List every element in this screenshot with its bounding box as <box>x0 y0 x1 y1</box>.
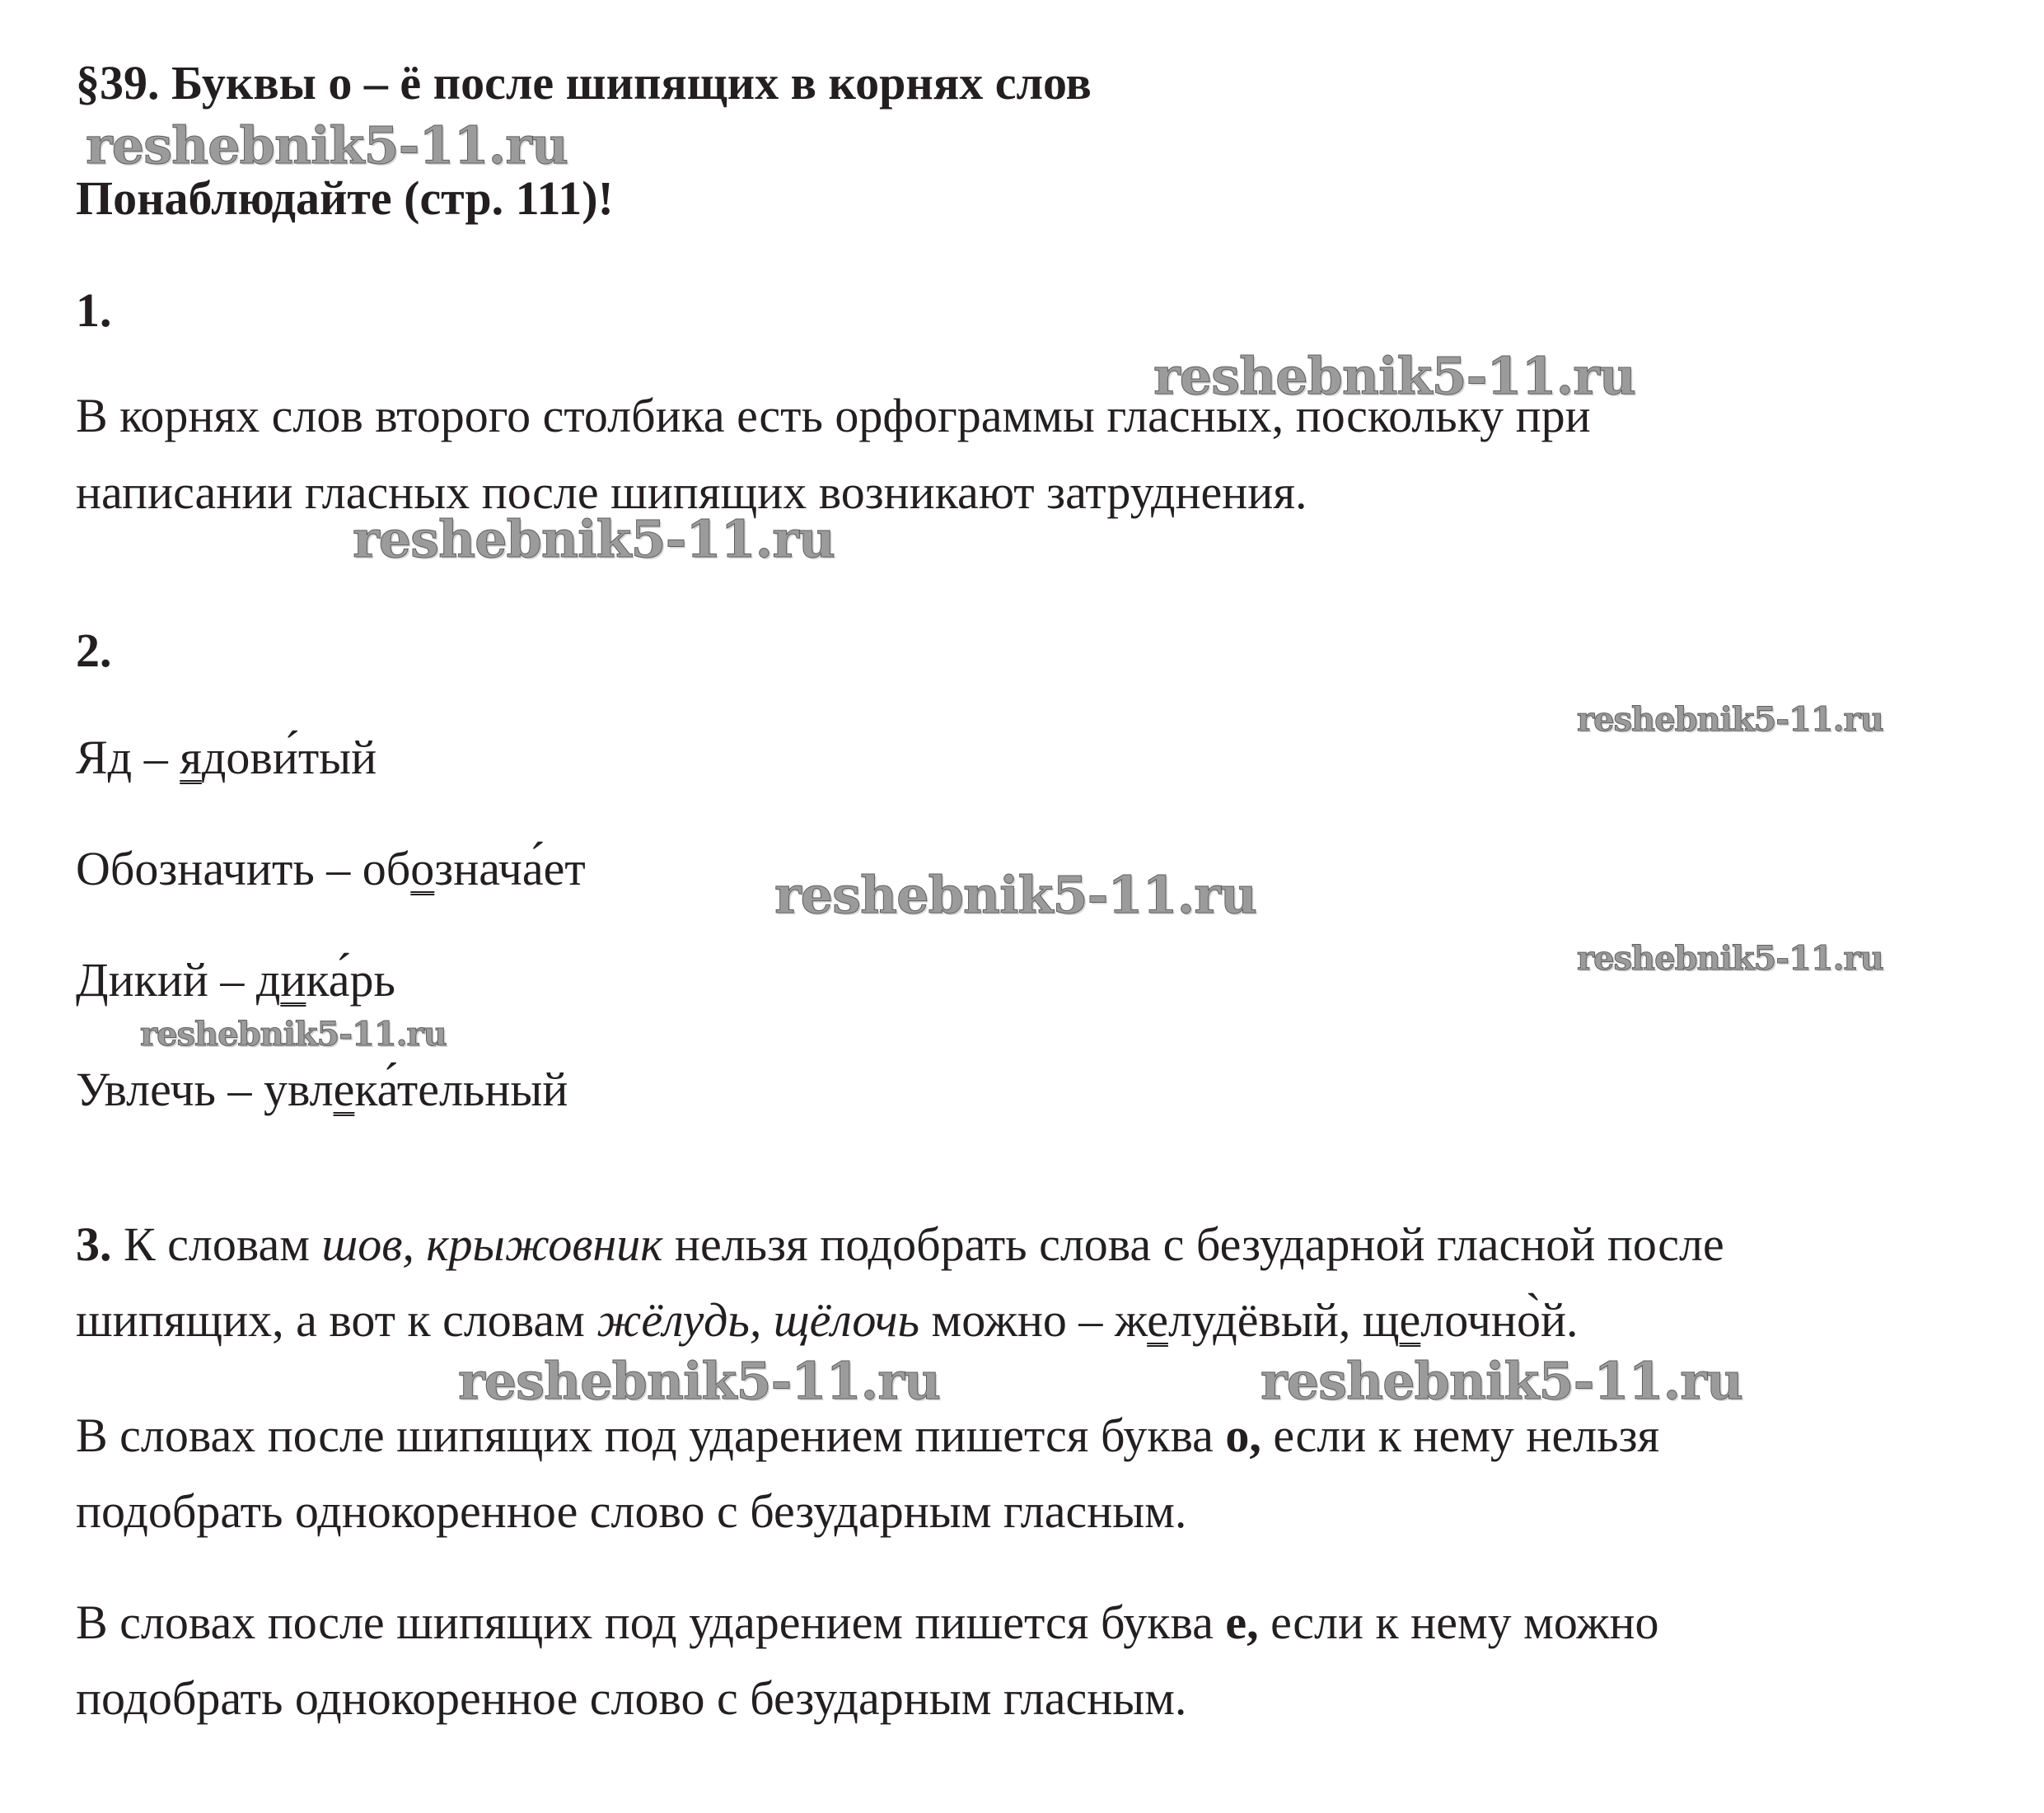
section-3-paragraph-line-2: шипящих, а вот к словам жёлудь, щёлочь можно – желудёвый, щелочно̀й. <box>76 1293 1579 1347</box>
vowel-mark: е <box>333 1063 355 1116</box>
rule-2-line-2: подобрать однокоренное слово с безударным гласным. <box>76 1671 1187 1725</box>
watermark: reshebnik5-11.ru <box>1577 700 1883 739</box>
watermark: reshebnik5-11.ru <box>774 865 1256 925</box>
watermark: reshebnik5-11.ru <box>1261 1351 1742 1411</box>
watermark: reshebnik5-11.ru <box>458 1351 940 1411</box>
word-pair: Обозначить – обознача́ет <box>76 842 586 895</box>
watermark: reshebnik5-11.ru <box>1577 939 1883 978</box>
section-1-line-2: написании гласных после шипящих возникают затруднения. <box>76 465 1307 519</box>
section-3-paragraph-line-1: 3. К словам шов, крыжовник нельзя подобрать слова с безударной гласной после <box>76 1217 1724 1271</box>
vowel-mark: и <box>280 953 306 1007</box>
page-title: §39. Буквы о – ё после шипящих в корнях слов <box>76 56 1092 110</box>
word-pair: Увлечь – увлека́тельный <box>76 1063 568 1116</box>
watermark: reshebnik5-11.ru <box>353 509 835 569</box>
vowel-mark: я <box>180 731 202 784</box>
page-subtitle: Понаблюдайте (стр. 111)! <box>76 171 614 225</box>
rule-1-line-1: В словах после шипящих под ударением пишется буква о, если к нему нельзя <box>76 1409 1660 1462</box>
watermark: reshebnik5-11.ru <box>86 115 568 175</box>
vowel-mark: е <box>1399 1293 1421 1347</box>
rule-1-line-2: подобрать однокоренное слово с безударным гласным. <box>76 1484 1187 1538</box>
section-1-line-1: В корнях слов второго столбика есть орфограммы гласных, поскольку при <box>76 389 1591 442</box>
section-1-number: 1. <box>76 283 112 337</box>
section-3-number: 3. <box>76 1217 112 1271</box>
word-pair: Дикий – дика́рь <box>76 953 395 1007</box>
vowel-mark: о <box>410 842 435 895</box>
rule-2-line-1: В словах после шипящих под ударением пишется буква е, если к нему можно <box>76 1596 1659 1649</box>
watermark: reshebnik5-11.ru <box>1153 346 1635 406</box>
section-2-number: 2. <box>76 624 112 677</box>
word-pair: Яд – ядови́тый <box>76 731 377 784</box>
watermark: reshebnik5-11.ru <box>140 1015 447 1054</box>
vowel-mark: е <box>1147 1293 1168 1347</box>
